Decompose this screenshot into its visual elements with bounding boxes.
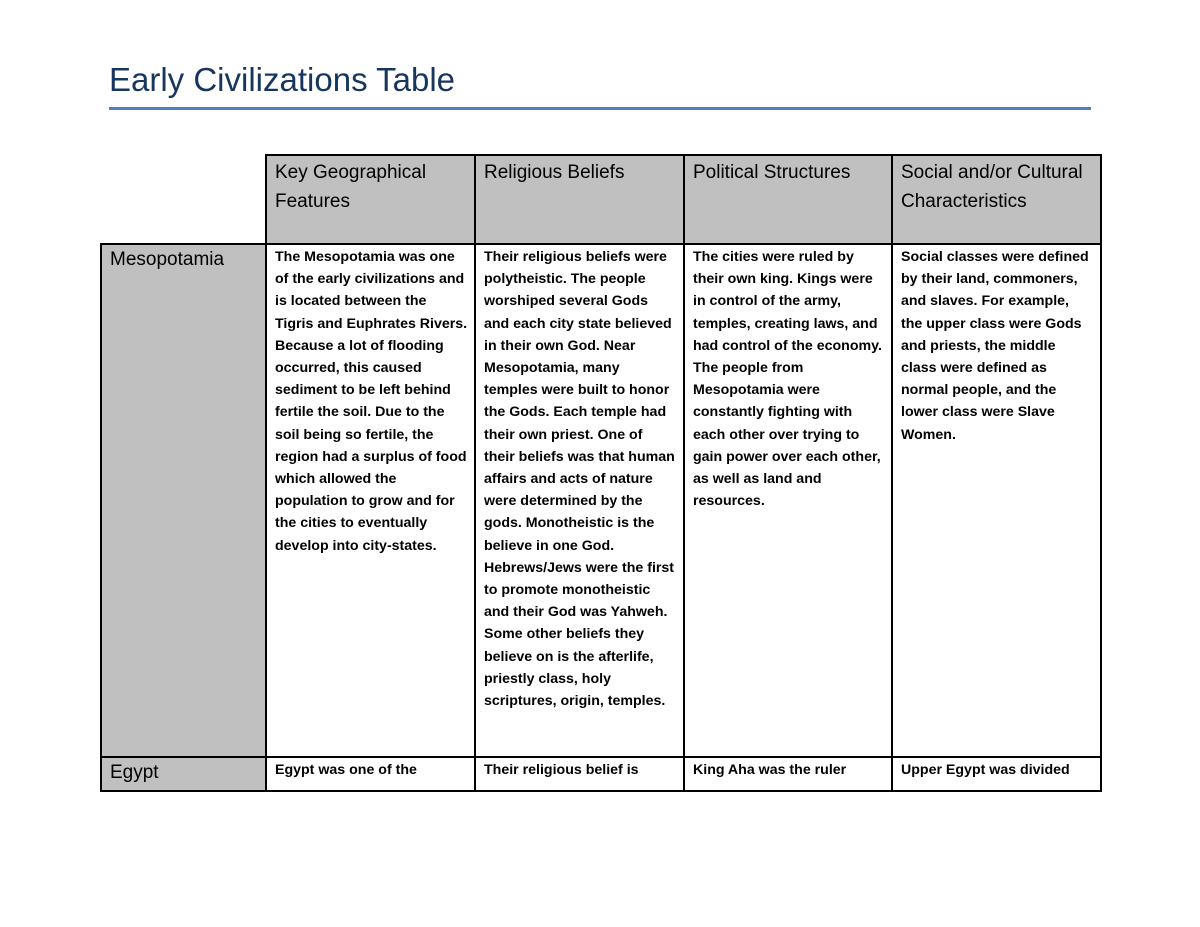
header-geography: Key Geographical Features xyxy=(266,155,475,244)
cell-social: Upper Egypt was divided xyxy=(892,757,1101,791)
header-social: Social and/or Cultural Characteristics xyxy=(892,155,1101,244)
cell-politics: King Aha was the ruler xyxy=(684,757,892,791)
cell-religion: Their religious belief is xyxy=(475,757,684,791)
row-label-mesopotamia: Mesopotamia xyxy=(101,244,266,757)
civilizations-table xyxy=(100,154,1102,792)
header-religion: Religious Beliefs xyxy=(475,155,684,244)
cell-politics: The cities were ruled by their own king. Kings were in control of the army, temples, creating laws, and had control of the economy. The people from Mesopotamia were constantly fighting with each other over trying to gain power over each other, as well as land and resources. xyxy=(684,244,892,757)
document-title: Early Civilizations Table xyxy=(109,61,456,98)
cell-geography: Egypt was one of the xyxy=(266,757,475,791)
cell-social: Social classes were defined by their land, commoners, and slaves. For example, the upper class were Gods and priests, the middle class were defined as normal people, and the lower class were Slave Women. xyxy=(892,244,1101,757)
row-label-egypt: Egypt xyxy=(101,757,266,791)
header-politics: Political Structures xyxy=(684,155,892,244)
cell-religion: Their religious beliefs were polytheistic. The people worshiped several Gods and each city state believed in their own God. Near Mesopotamia, many temples were built to honor the Gods. Each temple had their own priest. One of their beliefs was that human affairs and acts of nature were determined by the gods. Monotheistic is the believe in one God. Hebrews/Jews were the first to promote monotheistic and their God was Yahweh. Some other beliefs they believe on is the afterlife, priestly class, holy scriptures, origin, temples. xyxy=(475,244,684,757)
cell-geography: The Mesopotamia was one of the early civilizations and is located between the Tigris and Euphrates Rivers. Because a lot of flooding occurred, this caused sediment to be left behind fertile the soil. Due to the soil being so fertile, the region had a surplus of food which allowed the population to grow and for the cities to eventually develop into city-states. xyxy=(266,244,475,757)
table-header-row xyxy=(101,155,1101,244)
title-underline xyxy=(109,107,1091,110)
table-row xyxy=(101,244,1101,757)
table-corner-cell xyxy=(101,155,266,244)
table-row xyxy=(101,757,1101,791)
